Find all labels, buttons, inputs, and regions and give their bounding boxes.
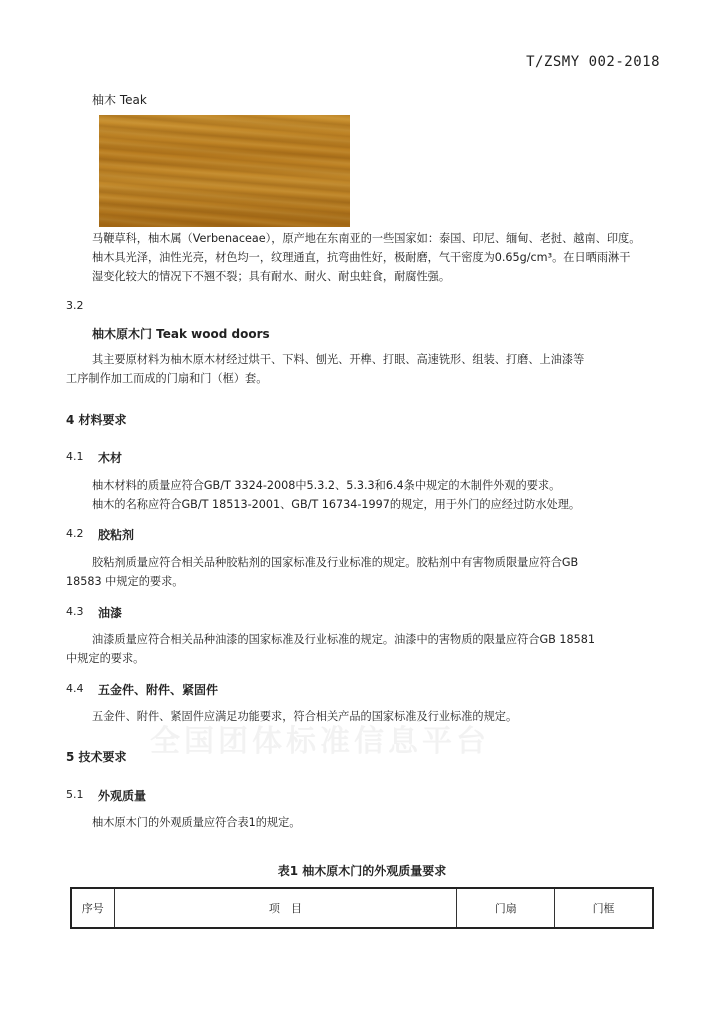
body-line: 五金件、附件、紧固件应满足功能要求，符合相关产品的国家标准及行业标准的规定。 (92, 710, 518, 723)
body-line: 中规定的要求。 (66, 652, 145, 665)
teak-description (92, 229, 672, 286)
chapter-heading: 5 技术要求 (66, 750, 127, 764)
body-line: 胶粘剂质量应符合相关品种胶粘剂的国家标准及行业标准的规定。胶粘剂中有害物质限量应符合GB (92, 556, 579, 569)
teak-wood-image (99, 115, 350, 227)
header-cell-number: 序号 (71, 888, 114, 928)
body-line: 油漆质量应符合相关品种油漆的国家标准及行业标准的规定。油漆中的害物质的限量应符合GB 18581 (92, 633, 595, 646)
teak-desc-line: 湿变化较大的情况下不翘不裂；具有耐水、耐火、耐虫蛀食，耐腐性强。 (92, 270, 451, 283)
teak-desc-line: 柚木具光泽，油性光亮，材色均一，纹理通直，抗弯曲性好，极耐磨，气干密度为0.65g/cm³。在日晒雨淋干 (92, 251, 631, 264)
definition-line: 工序制作加工而成的门扇和门（框）套。 (66, 372, 268, 385)
section-number: 4.3 (66, 605, 84, 618)
section-title: 油漆 (98, 606, 123, 620)
header-cell-item: 项 目 (114, 888, 457, 928)
header-cell-door-leaf: 门扇 (457, 888, 555, 928)
section-number: 4.4 (66, 682, 84, 695)
section-body (66, 630, 672, 668)
section-title: 外观质量 (98, 789, 147, 803)
section-title: 胶粘剂 (98, 528, 135, 542)
section-number: 4.1 (66, 450, 84, 463)
body-line: 柚木原木门的外观质量应符合表1的规定。 (92, 816, 301, 829)
section-number: 5.1 (66, 788, 84, 801)
chapter-heading: 4 材料要求 (66, 413, 127, 427)
term-definition (66, 350, 672, 388)
section-number: 3.2 (66, 299, 84, 312)
section-body (92, 476, 672, 514)
teak-desc-line: 马鞭草科，柚木属（Verbenaceae），原产地在东南亚的一些国家如：泰国、印尼、缅甸、老挝、越南、印度。 (92, 232, 641, 245)
term-title: 柚木原木门 Teak wood doors (92, 327, 270, 341)
body-line: 柚木材料的质量应符合GB/T 3324-2008中5.3.2、5.3.3和6.4条中规定的木制件外观的要求。 (92, 479, 561, 492)
section-number: 4.2 (66, 527, 84, 540)
watermark: 全国团体标准信息平台 (150, 724, 490, 759)
body-line: 18583 中规定的要求。 (66, 575, 184, 588)
document-number: T/ZSMY 002-2018 (526, 54, 660, 70)
section-title: 五金件、附件、紧固件 (98, 683, 219, 697)
table-1 (70, 887, 654, 929)
table-caption: 表1 柚木原木门的外观质量要求 (277, 864, 447, 878)
body-line: 柚木的名称应符合GB/T 18513-2001、GB/T 16734-1997的规定，用于外门的应经过防水处理。 (92, 498, 581, 511)
header-cell-door-frame: 门框 (555, 888, 653, 928)
section-body (92, 813, 672, 832)
teak-label: 柚木 Teak (92, 93, 147, 107)
table-header-row (71, 888, 653, 928)
section-body (66, 553, 672, 591)
definition-line: 其主要原材料为柚木原木材经过烘干、下料、刨光、开榫、打眼、高速铣形、组装、打磨、上油漆等 (92, 353, 585, 366)
section-title: 木材 (98, 451, 123, 465)
